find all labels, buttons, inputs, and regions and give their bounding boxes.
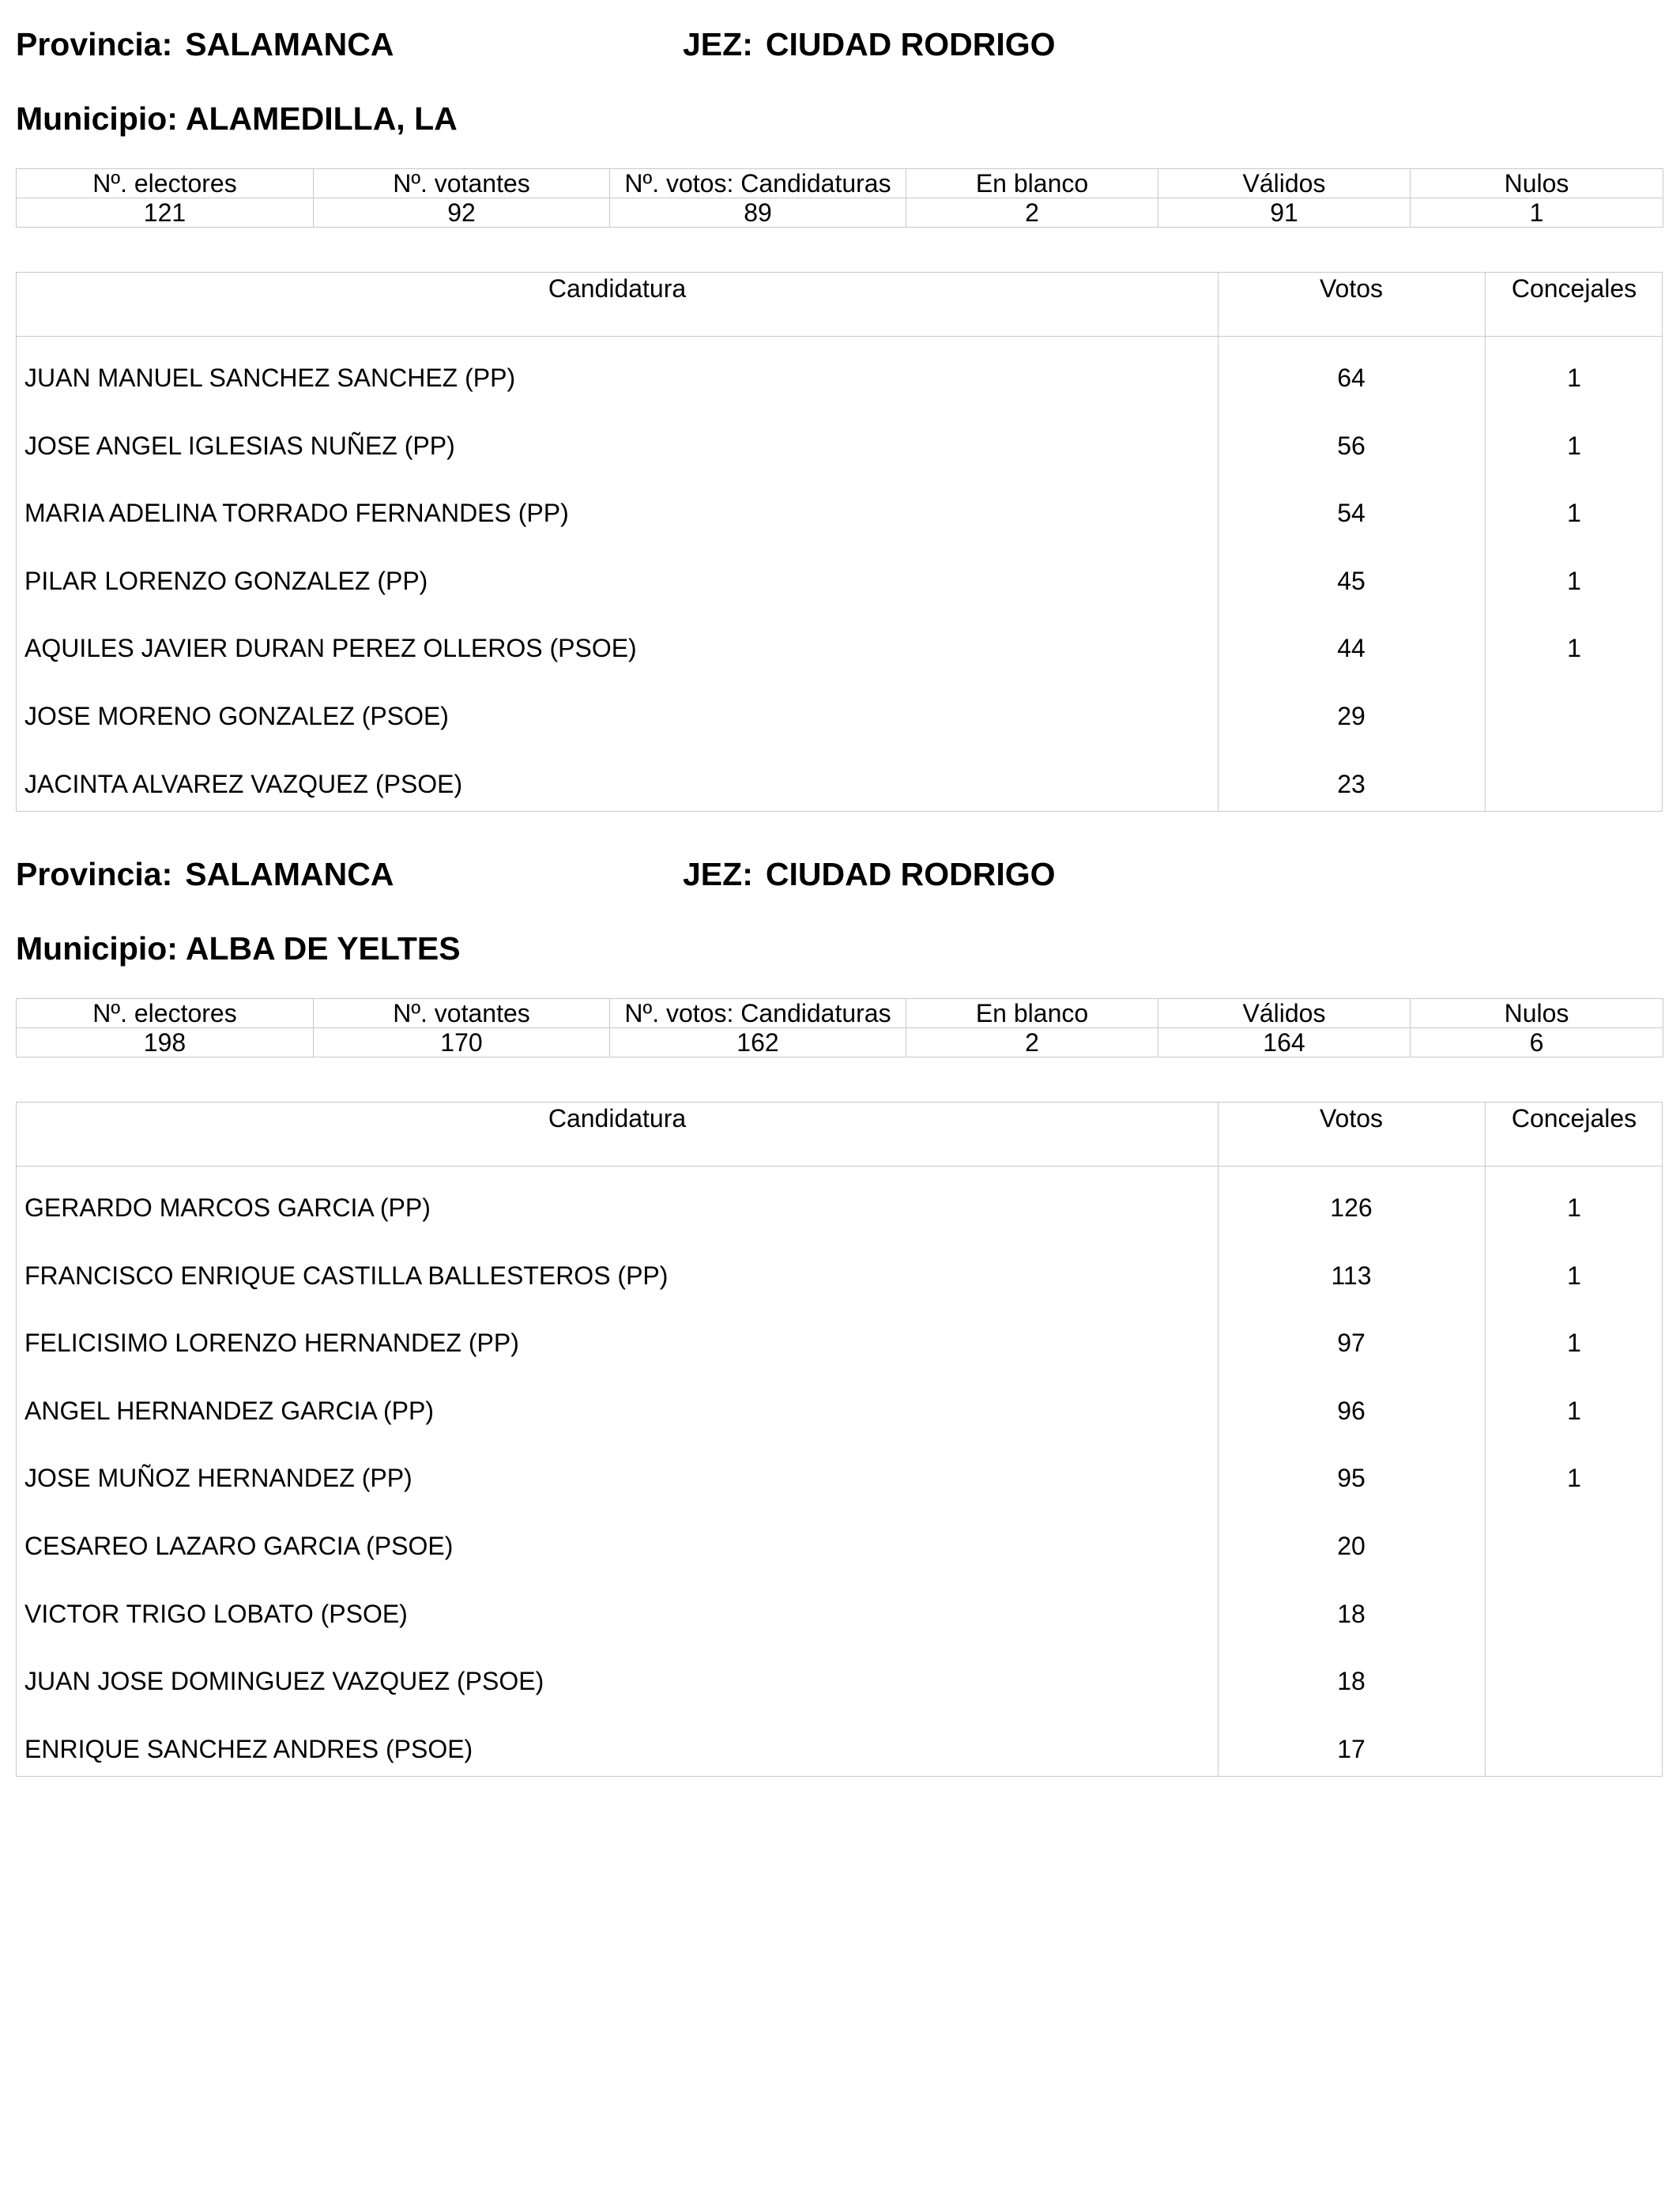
jez-label: JEZ:: [683, 26, 753, 62]
candidate-concejales: 1: [1567, 364, 1581, 392]
table-row: [17, 750, 1662, 818]
candidate-votes: 23: [1337, 770, 1365, 798]
table-row: [17, 344, 1662, 412]
candidate-votes: 64: [1337, 364, 1365, 392]
candidate-name: FRANCISCO ENRIQUE CASTILLA BALLESTEROS (PP): [24, 1261, 669, 1290]
candidate-concejales: 1: [1567, 634, 1581, 662]
candidate-name: JUAN JOSE DOMINGUEZ VAZQUEZ (PSOE): [24, 1667, 544, 1695]
candidate-name: JOSE ANGEL IGLESIAS NUÑEZ (PP): [24, 432, 455, 460]
stat-value-votantes: 92: [314, 198, 610, 228]
provincia-value: SALAMANCA: [185, 856, 394, 892]
candidate-votes: 97: [1337, 1329, 1365, 1357]
stat-header-en-blanco: En blanco: [906, 999, 1158, 1028]
results-table: [16, 272, 1663, 812]
stat-header-nulos: Nulos: [1411, 169, 1663, 198]
candidate-name: JUAN MANUEL SANCHEZ SANCHEZ (PP): [24, 364, 516, 392]
municipio-heading: [16, 929, 461, 967]
table-row: [17, 1715, 1662, 1783]
stat-value-electores: 198: [17, 1028, 314, 1057]
table-row: [17, 1580, 1662, 1648]
candidate-name: AQUILES JAVIER DURAN PEREZ OLLEROS (PSOE): [24, 634, 637, 662]
candidate-name: JOSE MORENO GONZALEZ (PSOE): [24, 702, 449, 730]
stat-header-votantes: Nº. votantes: [314, 169, 610, 198]
stats-table: [16, 998, 1663, 1057]
table-row: [17, 614, 1662, 682]
candidate-concejales: 1: [1567, 499, 1581, 527]
stat-value-validos: 91: [1158, 198, 1411, 228]
municipio-value: ALBA DE YELTES: [185, 930, 461, 967]
candidate-votes: 126: [1330, 1193, 1373, 1222]
jez-value: CIUDAD RODRIGO: [765, 26, 1056, 62]
candidate-concejales: 1: [1567, 432, 1581, 460]
header-votos: Votos: [1319, 274, 1384, 303]
stat-value-validos: 164: [1158, 1028, 1411, 1057]
provincia-value: SALAMANCA: [185, 26, 394, 62]
candidate-name: PILAR LORENZO GONZALEZ (PP): [24, 567, 428, 595]
candidate-concejales: 1: [1567, 1397, 1581, 1425]
candidate-name: JACINTA ALVAREZ VAZQUEZ (PSOE): [24, 770, 463, 798]
candidate-votes: 113: [1331, 1261, 1372, 1290]
candidate-votes: 20: [1337, 1532, 1365, 1560]
table-row: [17, 1242, 1662, 1310]
candidate-name: JOSE MUÑOZ HERNANDEZ (PP): [24, 1464, 412, 1492]
header-votos: Votos: [1319, 1104, 1384, 1133]
jez-value: CIUDAD RODRIGO: [765, 856, 1056, 892]
candidate-name: CESAREO LAZARO GARCIA (PSOE): [24, 1532, 454, 1560]
candidate-name: ANGEL HERNANDEZ GARCIA (PP): [24, 1397, 435, 1425]
stat-header-votantes: Nº. votantes: [314, 999, 610, 1028]
provincia-heading: [16, 25, 394, 63]
stat-header-votos-candidaturas: Nº. votos: Candidaturas: [610, 999, 906, 1028]
candidate-votes: 54: [1337, 499, 1365, 527]
stat-value-votos-candidaturas: 162: [610, 1028, 906, 1057]
results-table: [16, 1102, 1663, 1777]
stat-header-en-blanco: En blanco: [906, 169, 1158, 198]
stat-header-electores: Nº. electores: [17, 999, 314, 1028]
stat-value-nulos: 1: [1411, 198, 1663, 228]
candidate-name: MARIA ADELINA TORRADO FERNANDES (PP): [24, 499, 569, 527]
table-row: [17, 1309, 1662, 1377]
table-row: [17, 1377, 1662, 1445]
candidate-name: GERARDO MARCOS GARCIA (PP): [24, 1193, 431, 1222]
municipio-label: Municipio:: [16, 100, 178, 137]
table-row: [17, 547, 1662, 615]
candidate-concejales: 1: [1567, 567, 1581, 595]
stat-header-nulos: Nulos: [1411, 999, 1663, 1028]
stats-value-row: [17, 198, 1663, 228]
candidate-votes: 96: [1337, 1397, 1365, 1425]
stats-header-row: [17, 169, 1663, 198]
municipio-label: Municipio:: [16, 930, 178, 967]
stat-value-votos-candidaturas: 89: [610, 198, 906, 228]
candidate-votes: 29: [1337, 702, 1365, 730]
header-candidatura: Candidatura: [548, 1104, 687, 1133]
stat-value-nulos: 6: [1411, 1028, 1663, 1057]
candidate-name: VICTOR TRIGO LOBATO (PSOE): [24, 1600, 408, 1628]
header-concejales: Concejales: [1511, 1104, 1637, 1133]
stat-value-votantes: 170: [314, 1028, 610, 1057]
stat-header-electores: Nº. electores: [17, 169, 314, 198]
header-candidatura: Candidatura: [548, 274, 687, 303]
header-concejales: Concejales: [1511, 274, 1637, 303]
table-row: [17, 1444, 1662, 1512]
jez-heading: [683, 25, 1056, 63]
candidate-concejales: 1: [1567, 1464, 1581, 1492]
results-header-row: [17, 1103, 1662, 1167]
table-row: [17, 1647, 1662, 1715]
table-row: [17, 412, 1662, 480]
candidate-name: ENRIQUE SANCHEZ ANDRES (PSOE): [24, 1735, 473, 1763]
candidate-votes: 18: [1337, 1600, 1365, 1628]
stat-header-validos: Válidos: [1158, 999, 1411, 1028]
candidate-votes: 45: [1337, 567, 1365, 595]
candidate-concejales: 1: [1567, 1261, 1581, 1290]
stat-value-electores: 121: [17, 198, 314, 228]
stats-header-row: [17, 999, 1663, 1028]
candidate-votes: 56: [1337, 432, 1365, 460]
municipio-heading: [16, 100, 458, 138]
candidate-votes: 17: [1337, 1735, 1365, 1763]
table-row: [17, 1512, 1662, 1580]
candidate-votes: 44: [1337, 634, 1365, 662]
candidate-votes: 95: [1337, 1464, 1365, 1492]
candidate-votes: 18: [1337, 1667, 1365, 1695]
candidate-name: FELICISIMO LORENZO HERNANDEZ (PP): [24, 1329, 519, 1357]
stats-table: [16, 168, 1663, 228]
table-row: [17, 479, 1662, 547]
results-header-row: [17, 273, 1662, 337]
stat-header-validos: Válidos: [1158, 169, 1411, 198]
stat-value-en-blanco: 2: [906, 198, 1158, 228]
jez-label: JEZ:: [683, 856, 753, 892]
stats-value-row: [17, 1028, 1663, 1057]
candidate-concejales: 1: [1567, 1329, 1581, 1357]
candidate-concejales: 1: [1567, 1193, 1581, 1222]
table-row: [17, 682, 1662, 750]
stat-header-votos-candidaturas: Nº. votos: Candidaturas: [610, 169, 906, 198]
table-row: [17, 1174, 1662, 1242]
provincia-label: Provincia:: [16, 856, 173, 892]
municipio-value: ALAMEDILLA, LA: [185, 100, 458, 137]
provincia-label: Provincia:: [16, 26, 173, 62]
stat-value-en-blanco: 2: [906, 1028, 1158, 1057]
jez-heading: [683, 855, 1056, 893]
provincia-heading: [16, 855, 394, 893]
